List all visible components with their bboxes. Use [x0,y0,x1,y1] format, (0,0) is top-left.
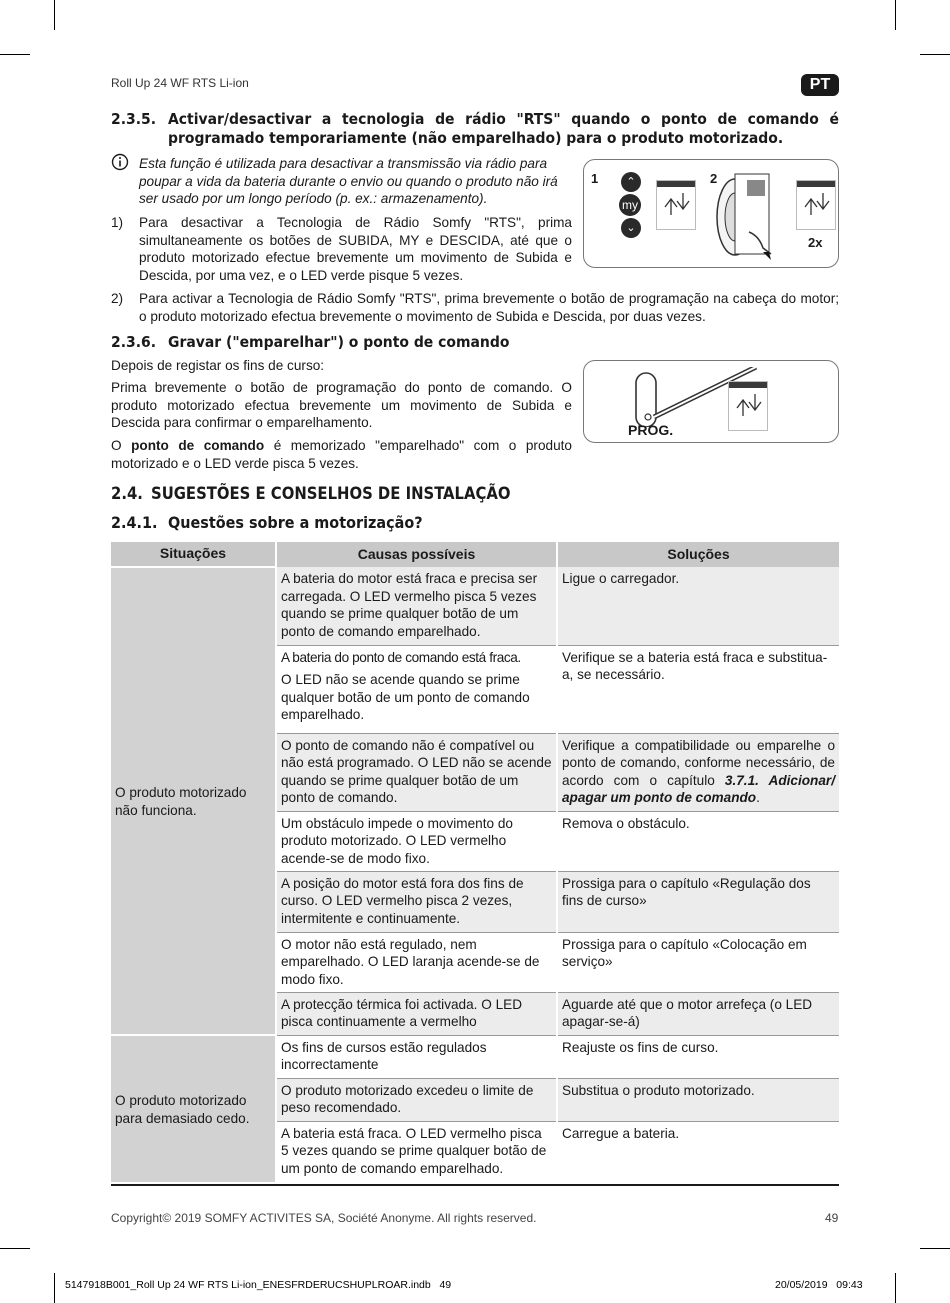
cause-cell: Um obstáculo impede o movimento do produto motorizado. O LED vermelho acende-se de modo fixo. [276,811,557,871]
column-header: Situações [111,542,276,567]
cause-text: O LED não se acende quando se prime qualquer botão de um ponto de comando emparelhado. [281,672,530,722]
prog-label: PROG. [628,422,674,438]
cause-cell: Os fins de cursos estão regulados incorrectamente [276,1035,557,1078]
crop-mark [54,1273,55,1303]
cause-cell: A bateria do motor está fraca e precisa ser carregada. O LED vermelho pisca 5 vezes quando se prime qualquer botão de um ponto de comando emparelhado. [276,567,557,645]
cause-cell: O produto motorizado excedeu o limite de peso recomendado. [276,1078,557,1121]
running-header: Roll Up 24 WF RTS Li-ion [111,76,249,90]
text: O [111,438,132,453]
section-2-3-5-heading [111,110,839,148]
situation-cell: O produto motorizado para demasiado cedo. [111,1035,276,1182]
section-number: 2.3.6. [111,333,157,351]
info-icon [111,153,129,171]
shade-up-down-icon [728,381,768,431]
figure-prog-button [583,360,839,443]
troubleshooting-table [111,542,839,1182]
heading-line-1: Activar/desactivar a tecnologia de rádio "RTS" quando o ponto de comando é [168,110,839,128]
up-arrow-icon: ⌃ [621,172,641,192]
crop-mark [920,54,950,55]
print-slug-file: 5147918B001_Roll Up 24 WF RTS Li-ion_ENESFRDERUCSHUPLROAR.indb 49 [65,1279,452,1291]
cause-cell: A posição do motor está fora dos fins de curso. O LED vermelho pisca 2 vezes, intermitente e continuamente. [276,871,557,932]
cause-cell [276,645,557,733]
section-number: 2.3.5. [111,110,157,128]
solution-cell [557,733,839,811]
cause-cell: A protecção térmica foi activada. O LED pisca continuamente a vermelho [276,992,557,1035]
chapter-reference: 3.7.1. Adicionar/ apagar um ponto de comando [562,772,835,805]
text: é memorizado "emparelhado" com o produto motorizado e o LED verde pisca 5 vezes. [111,438,572,471]
section-title: SUGESTÕES E CONSELHOS DE INSTALAÇÃO [151,484,511,503]
cause-cell: A bateria está fraca. O LED vermelho pisca 5 vezes quando se prime qualquer botão de um ponto de comando emparelhado. [276,1121,557,1182]
paragraph [111,437,572,472]
info-note: Esta função é utilizada para desactivar a transmissão via rádio para poupar a vida da bateria durante o envio ou quando o produto não irá ser usado por um longo período (p. ex.: armazenamento). [139,156,558,206]
solution-cell: Prossiga para o capítulo «Regulação dos fins de curso» [557,871,839,932]
figure-step-label-2: 2 [710,171,718,186]
step-2-number: 2) [111,291,124,306]
step-2-text: Para activar a Tecnologia de Rádio Somfy "RTS", prima brevemente o botão de programação na cabeça do motor; o produto motorizado efectua brevemente o movimento de Subida e Descida, por duas vezes. [139,291,839,324]
solution-cell: Ligue o carregador. [557,567,839,645]
crop-mark [920,1248,950,1249]
step-1-text: Para desactivar a Tecnologia de Rádio Somfy "RTS", prima simultaneamente os botões de SUBIDA, MY e DESCIDA, até que o produto motorizado efectue brevemente um movimento de Subida e Descida, por uma vez, e o LED verde pisque 5 vezes. [139,215,572,283]
language-badge: PT [801,74,839,96]
section-2-4-1-heading [111,513,423,532]
solution-cell: Carregue a bateria. [557,1121,839,1182]
table-row [111,567,839,645]
step-1-number: 1) [111,215,124,230]
bold-text: ponto de comando [131,438,265,453]
solution-text: Verifique a compatibilidade ou emparelhe o ponto de comando, conforme necessário, de acordo com o capítulo [562,737,835,788]
copyright-footer: Copyright© 2019 SOMFY ACTIVITES SA, Société Anonyme. All rights reserved. [111,1211,537,1225]
solution-text: . [756,790,760,805]
solution-cell: Reajuste os fins de curso. [557,1035,839,1078]
solution-cell: Verifique se a bateria está fraca e substitua-a, se necessário. [557,645,839,733]
table-header-row [111,542,839,567]
crop-mark [54,0,55,30]
solution-cell: Aguarde até que o motor arrefeça (o LED apagar-se-á) [557,992,839,1035]
paragraph: Depois de registar os fins de curso: [111,358,325,373]
section-number: 2.4.1. [111,513,158,532]
print-slug-date: 20/05/2019 09:43 [775,1279,863,1291]
heading-line-2: programado temporariamente (não emparelhado) para o produto motorizado. [168,129,784,147]
section-2-4-heading [111,484,510,503]
column-header: Causas possíveis [276,542,557,567]
section-title: Questões sobre a motorização? [168,513,423,532]
figure-step-label-1: 1 [591,171,599,186]
crop-mark [0,1248,30,1249]
table-bottom-rule [111,1184,839,1186]
cause-cell: O ponto de comando não é compatível ou não está programado. O LED não se acende quando se prime qualquer botão de um ponto de comando. [276,733,557,811]
solution-cell: Remova o obstáculo. [557,811,839,871]
section-2-3-6-heading [111,333,509,352]
motor-head-icon [709,162,789,262]
paragraph: Prima brevemente o botão de programação do ponto de comando. O produto motorizado efectua brevemente um movimento de Subida e Descida para confirmar o emparelhamento. [111,380,572,430]
cause-text: A bateria do ponto de comando está fraca. [281,649,521,665]
crop-mark [895,0,896,30]
cause-cell: O motor não está regulado, nem emparelhado. O LED laranja acende-se de modo fixo. [276,932,557,992]
column-header: Soluções [557,542,839,567]
crop-mark [895,1273,896,1303]
section-title: Gravar ("emparelhar") o ponto de comando [168,333,510,351]
my-button: my [619,194,641,216]
solution-cell: Substitua o produto motorizado. [557,1078,839,1121]
solution-cell: Prossiga para o capítulo «Colocação em serviço» [557,932,839,992]
shade-up-down-icon [656,180,696,230]
figure-rts-deactivate [583,159,839,268]
repeat-count-label: 2x [808,235,823,250]
section-number: 2.4. [111,484,143,503]
crop-mark [0,54,30,55]
down-arrow-icon: ⌄ [621,218,641,238]
situation-cell: O produto motorizado não funciona. [111,567,276,1035]
table-row [111,1035,839,1078]
shade-up-down-icon-2 [796,180,836,230]
page-number: 49 [825,1211,839,1225]
